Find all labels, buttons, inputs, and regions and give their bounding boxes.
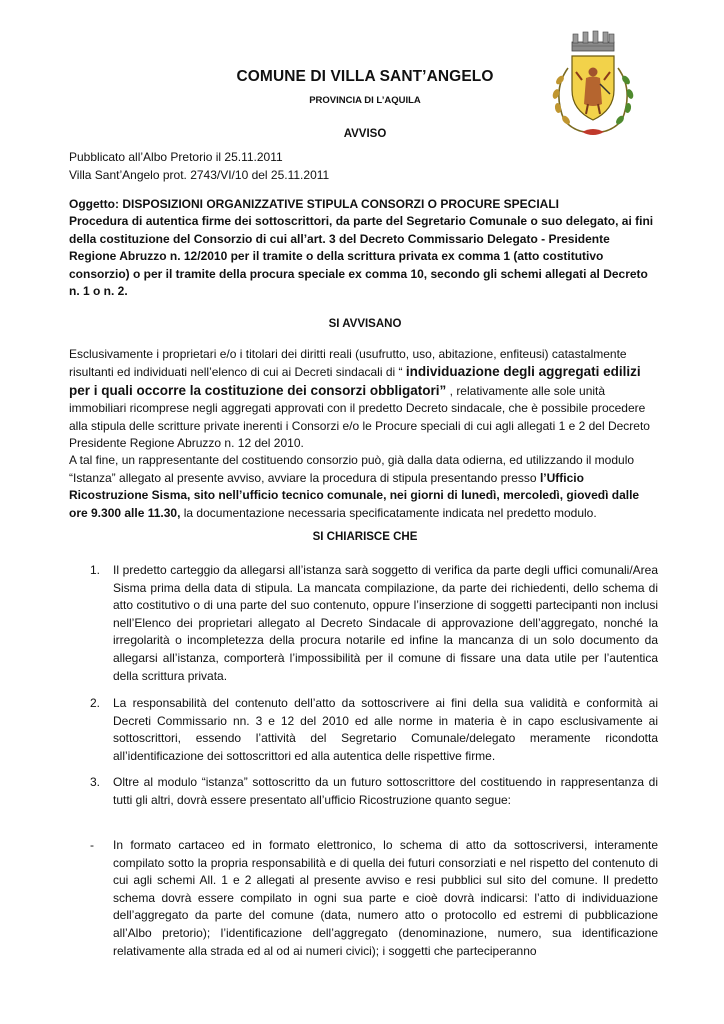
avvisano-p2-intro: A tal fine, un rappresentante del costituendo consorzio può, già dalla data odierna, ed utilizzando il modulo “Istanza” allegato al presente avviso, avviare la procedura di stipula presentando presso	[69, 453, 635, 485]
section-heading-si-chiarisce: SI CHIARISCE CHE	[312, 531, 418, 543]
list-item-text: In formato cartaceo ed in formato elettronico, lo schema di atto da sottoscriversi, interamente compilato sotto la propria responsabilità e di quella dei futuri consorziati e nel rispetto del contenuto di cui agli schemi All. 1 e 2 allegati al presente avviso e resi pubblici sul sito del comune. Il predetto schema dovrà essere compilato in ogni sua parte e cioè dovrà indicarsi: l’atto di individuazione dell’aggregato da parte del comune (data, numero atto o protocollo ed estremi di pubblicazione all’Albo pretorio); l’identificazione dell’aggregato (denominazione, numero, sua identificazione relativamente alla strada ed al od ai numeri civici); i soggetti che parteciperanno	[113, 838, 658, 958]
list-item-text: Oltre al modulo “istanza” sottoscritto da un futuro sottoscrittore del costituendo in rappresentanza di tutti gli altri, dovrà essere presentato all’ufficio Ricostruzione quanto segue:	[113, 775, 658, 807]
avvisano-p1-rest: , relativamente alle sole unità immobiliari ricomprese negli aggregati approvati con il predetto Decreto sindacale, che è possibile procedere alla stipula delle scritture private inerenti i Consorzi e/o le Procure speciali di cui agli allegati 1 e 2 del Decreto Presidente Regione Abruzzo n. 12 del 2010.	[69, 383, 650, 451]
list-item-marker: 1.	[90, 563, 101, 577]
subject-body: Procedura di autentica firme dei sottoscrittori, da parte del Segretario Comunale o suo delegato, ai fini della costituzione del Consorzio di cui all’art. 3 del Decreto Commissario Delegato - Presidente Regione Abruzzo n. 12/2010 per il tramite o della scrittura privata ex comma 1 (atto costitutivo consorzio) o per il tramite della procura speciale ex comma 10, secondo gli schemi allegati al Decreto n. 1 o n. 2.	[69, 214, 654, 299]
section-heading-si-avvisano: SI AVVISANO	[328, 318, 402, 330]
protocol-number: Villa Sant’Angelo prot. 2743/VI/10 del 25.11.2011	[69, 168, 330, 182]
list-item	[90, 695, 658, 765]
list-item-text: La responsabilità del contenuto dell’atto da sottoscrivere ai fini della sua validità e conformità ai Decreti Commissario nn. 3 e 12 del 2010 ed alle norme in materia è in capo esclusivamente ai sottoscrittori, essendo l’attività del Segretario Comunale/delegato meramente ricondotta all’identificazione dei sottoscrittori ed alla autentica delle rispettive firme.	[113, 696, 658, 763]
subject-block	[69, 196, 657, 300]
list-item	[90, 562, 658, 685]
coat-of-arms-logo	[538, 28, 648, 146]
avvisano-paragraph-2	[69, 452, 657, 522]
list-item-marker: -	[90, 838, 94, 852]
avvisano-p1-intro: Esclusivamente i proprietari e/o i titolari dei diritti reali (usufrutto, uso, abitazione, enfiteusi) catastalmente risultanti ed individuati nell’elenco di cui ai Decreti sindacali di “	[69, 347, 627, 380]
list-item	[90, 774, 658, 809]
avvisano-p2-highlight: l’Ufficio Ricostruzione Sisma, sito nell’ufficio tecnico comunale, nei giorni di lunedì, mercoledì, giovedì dalle ore 9.300 alle 11.30,	[69, 470, 640, 520]
page-title: COMUNE DI VILLA SANT’ANGELO	[236, 68, 494, 85]
avvisano-paragraph-1	[69, 346, 657, 452]
avvisano-body	[69, 346, 657, 522]
publication-date: Pubblicato all’Albo Pretorio il 25.11.2011	[69, 150, 283, 164]
notice-heading: AVVISO	[343, 128, 387, 140]
avvisano-p2-rest: la documentazione necessaria specificatamente indicata nel predetto modulo.	[180, 505, 597, 520]
list-item-marker: 2.	[90, 696, 101, 710]
avvisano-p1-highlight: individuazione degli aggregati edilizi per i quali occorre la costituzione dei consorzi obbligatori”	[69, 364, 641, 398]
subject-title: Oggetto: DISPOSIZIONI ORGANIZZATIVE STIPULA CONSORZI O PROCURE SPECIALI	[69, 197, 560, 211]
list-item-text: Il predetto carteggio da allegarsi all’istanza sarà soggetto di verifica da parte degli uffici comunali/Area Sisma prima della data di stipula. La mancata compilazione, da parte dei richiedenti, dello schema di atto costitutivo o di una parte del suo contenuto, oppure l’inserzione di soggetti partecipanti non inclusi nell’Elenco dei proprietari allegato al Decreto Sindacale di approvazione dell’aggregato, nonché la irregolarità o incompletezza della procura notarile ed infine la mancanza di un solo documento da allegarsi all’istanza, comporterà l’impossibilità per il comune di fissare una data utile per l’autentica della scrittura privata.	[113, 563, 658, 683]
list-item	[90, 837, 658, 960]
province-subtitle: PROVINCIA DI L’AQUILA	[309, 95, 421, 106]
list-item-marker: 3.	[90, 775, 101, 789]
